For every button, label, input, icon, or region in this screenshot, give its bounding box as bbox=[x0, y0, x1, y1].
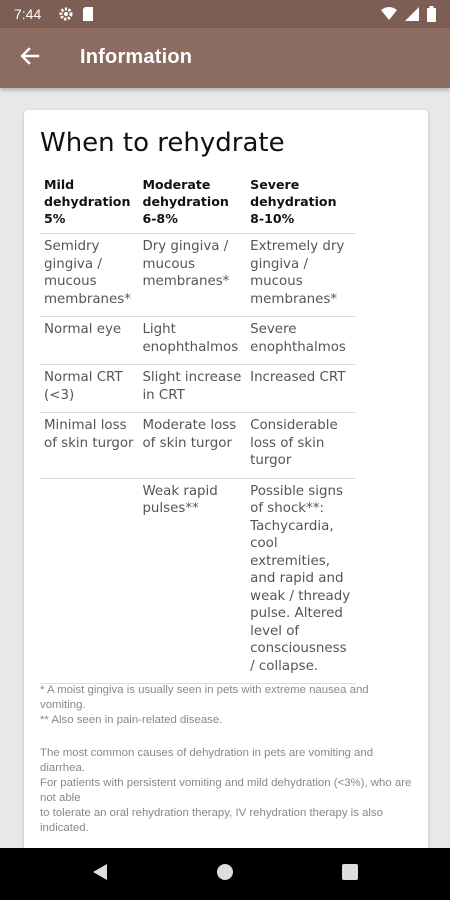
table-cell: Normal CRT (<3) bbox=[40, 365, 138, 413]
status-icons-right bbox=[381, 6, 436, 27]
table-row bbox=[40, 478, 356, 684]
header-moderate: Moderate dehydration 6-8% bbox=[138, 174, 246, 234]
gear-icon bbox=[58, 6, 74, 27]
table-cell: Minimal loss of skin turgor bbox=[40, 413, 138, 479]
status-bar bbox=[0, 0, 450, 28]
table-row bbox=[40, 365, 356, 413]
table-row bbox=[40, 413, 356, 479]
table-cell: Possible signs of shock**: Tachycardia, cool extremities, and rapid and weak / thready pulse. Altered level of consciousness / collapse. bbox=[246, 478, 356, 684]
app-bar bbox=[0, 28, 450, 88]
table-cell: Dry gingiva / mucous membranes* bbox=[138, 234, 246, 317]
table-row bbox=[40, 234, 356, 317]
causes-text bbox=[40, 746, 412, 836]
signal-icon bbox=[405, 7, 419, 26]
dehydration-table bbox=[40, 174, 356, 684]
table-cell: Semidry gingiva / mucous membranes* bbox=[40, 234, 138, 317]
status-time: 7:44 bbox=[14, 6, 42, 22]
table-header-row bbox=[40, 174, 356, 234]
sd-card-icon bbox=[82, 6, 94, 27]
status-icons-left bbox=[58, 6, 94, 27]
home-circle-icon bbox=[216, 863, 234, 886]
table-cell: Severe enophthalmos bbox=[246, 317, 356, 365]
table-cell: Moderate loss of skin turgor bbox=[138, 413, 246, 479]
nav-back-button[interactable] bbox=[88, 862, 112, 886]
recents-square-icon bbox=[342, 864, 358, 885]
table-cell: Increased CRT bbox=[246, 365, 356, 413]
footnotes bbox=[40, 683, 412, 728]
header-severe: Severe dehydration 8-10% bbox=[246, 174, 356, 234]
table-cell: Normal eye bbox=[40, 317, 138, 365]
table-cell: Light enophthalmos bbox=[138, 317, 246, 365]
card-title: When to rehydrate bbox=[40, 128, 285, 158]
causes-line: to tolerate an oral rehydration therapy, IV rehydration therapy is also indicated. bbox=[40, 807, 383, 834]
back-triangle-icon bbox=[92, 863, 108, 886]
table-cell: Considerable loss of skin turgor bbox=[246, 413, 356, 479]
table-row bbox=[40, 317, 356, 365]
table-cell: Extremely dry gingiva / mucous membranes* bbox=[246, 234, 356, 317]
table-cell: Slight increase in CRT bbox=[138, 365, 246, 413]
causes-line: For patients with persistent vomiting and mild dehydration (<3%), who are not able bbox=[40, 777, 412, 804]
back-button[interactable] bbox=[14, 42, 46, 74]
system-nav-bar bbox=[0, 848, 450, 900]
table-cell: Weak rapid pulses** bbox=[138, 478, 246, 684]
battery-icon bbox=[427, 6, 436, 27]
footnote-gingiva: * A moist gingiva is usually seen in pets with extreme nausea and vomiting. bbox=[40, 684, 369, 711]
nav-home-button[interactable] bbox=[213, 862, 237, 886]
wifi-icon bbox=[381, 7, 397, 26]
arrow-back-icon bbox=[20, 46, 40, 71]
header-mild: Mild dehydration 5% bbox=[40, 174, 138, 234]
footnote-pain: ** Also seen in pain-related disease. bbox=[40, 714, 223, 726]
content-scroll[interactable] bbox=[0, 88, 450, 848]
page-title: Information bbox=[80, 46, 193, 68]
causes-line: The most common causes of dehydration in pets are vomiting and diarrhea. bbox=[40, 747, 374, 774]
info-card bbox=[24, 110, 428, 848]
nav-recents-button[interactable] bbox=[338, 862, 362, 886]
table-cell bbox=[40, 478, 138, 684]
